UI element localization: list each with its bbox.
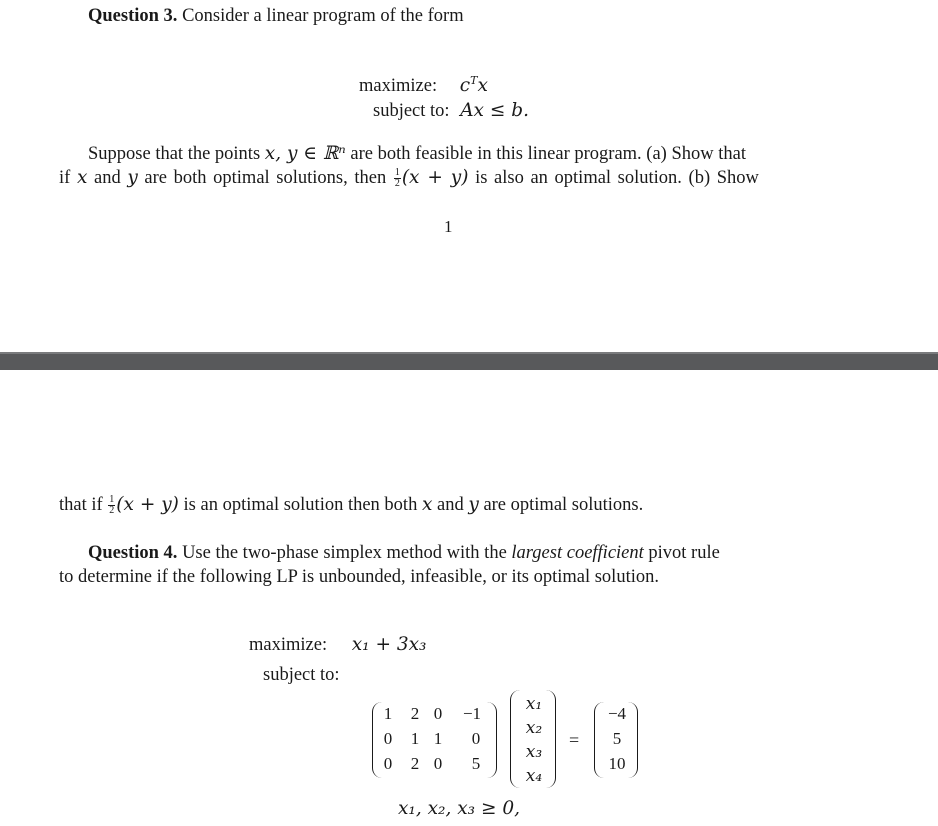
lp1-objective: $c^Tx$ bbox=[459, 74, 488, 97]
emphasis-largest-coefficient: largest coefficient bbox=[511, 543, 644, 563]
question-3-label: Question 3. bbox=[88, 6, 178, 26]
q3-points-math: x, y ∈ ℝⁿ bbox=[264, 143, 346, 164]
equals-sign: = bbox=[569, 730, 580, 750]
page-number: 1 bbox=[444, 217, 453, 236]
vector-b-entry: 10 bbox=[608, 754, 626, 773]
question-3-intro: Consider a linear program of the form bbox=[182, 6, 464, 26]
lp1-constraint: Ax ≤ b. bbox=[460, 100, 529, 121]
vector-x-entry: x₁ bbox=[525, 694, 543, 714]
matrix-a-cell: 1 bbox=[433, 729, 443, 748]
matrix-a-cell: 2 bbox=[410, 704, 420, 723]
matrix-a-cell: −1 bbox=[462, 704, 482, 723]
nonnegativity-constraint: x₁, x₂, x₃ ≥ 0, bbox=[398, 798, 520, 819]
matrix-a-cell: 5 bbox=[471, 754, 481, 773]
lp1-maximize-label: maximize: bbox=[359, 76, 438, 97]
matrix-a-cell: 0 bbox=[471, 729, 481, 748]
vector-b-entry: −4 bbox=[607, 704, 627, 723]
question-4-line1: Question 4. Use the two-phase simplex method with the largest coefficient pivot rule bbox=[88, 543, 720, 563]
lp2-subject-label: subject to: bbox=[263, 665, 340, 685]
vector-x-entry: x₃ bbox=[525, 742, 543, 762]
vector-x-entry: x₂ bbox=[525, 718, 543, 738]
q3-paragraph-line1: Suppose that the points x, y ∈ ℝⁿ are both feasible in this linear program. (a) Show that bbox=[88, 143, 746, 164]
matrix-a-cell: 0 bbox=[383, 729, 393, 748]
question-4-label: Question 4. bbox=[88, 543, 178, 563]
vector-x bbox=[510, 688, 556, 792]
lp1-subject-row bbox=[373, 99, 529, 123]
page-divider bbox=[0, 352, 938, 370]
matrix-a bbox=[372, 700, 497, 782]
lp1-subject-label: subject to: bbox=[373, 101, 450, 121]
matrix-a-cell: 0 bbox=[383, 754, 393, 773]
vector-b-entry: 5 bbox=[612, 729, 622, 748]
half-fraction: $\frac{1}{2}$ bbox=[394, 167, 400, 190]
lp2-maximize-row bbox=[249, 633, 426, 657]
lp1-maximize-row bbox=[359, 69, 488, 98]
matrix-a-cell: 2 bbox=[410, 754, 420, 773]
q3-paragraph-line2: if x and y are both optimal solutions, then $\frac{1}{2}$ (x + y) is also an optimal solution. (b) Show bbox=[59, 167, 759, 190]
q3-continuation-line: that if $\frac{1}{2}$ (x + y) is an optimal solution then both x and y are optimal solutions. bbox=[59, 494, 644, 517]
matrix-a-cell: 0 bbox=[433, 704, 443, 723]
half-fraction-2: $\frac{1}{2}$ bbox=[109, 494, 115, 517]
question-4-line2: to determine if the following LP is unbounded, infeasible, or its optimal solution. bbox=[59, 567, 659, 587]
matrix-a-cell: 1 bbox=[383, 704, 393, 723]
lp2-objective: x₁ + 3x₃ bbox=[351, 634, 427, 655]
question-3-heading bbox=[88, 4, 464, 28]
matrix-a-cell: 1 bbox=[410, 729, 420, 748]
matrix-a-cell: 0 bbox=[433, 754, 443, 773]
vector-x-entry: x₄ bbox=[525, 766, 543, 786]
vector-b bbox=[594, 700, 638, 782]
lp2-maximize-label: maximize: bbox=[249, 635, 328, 655]
